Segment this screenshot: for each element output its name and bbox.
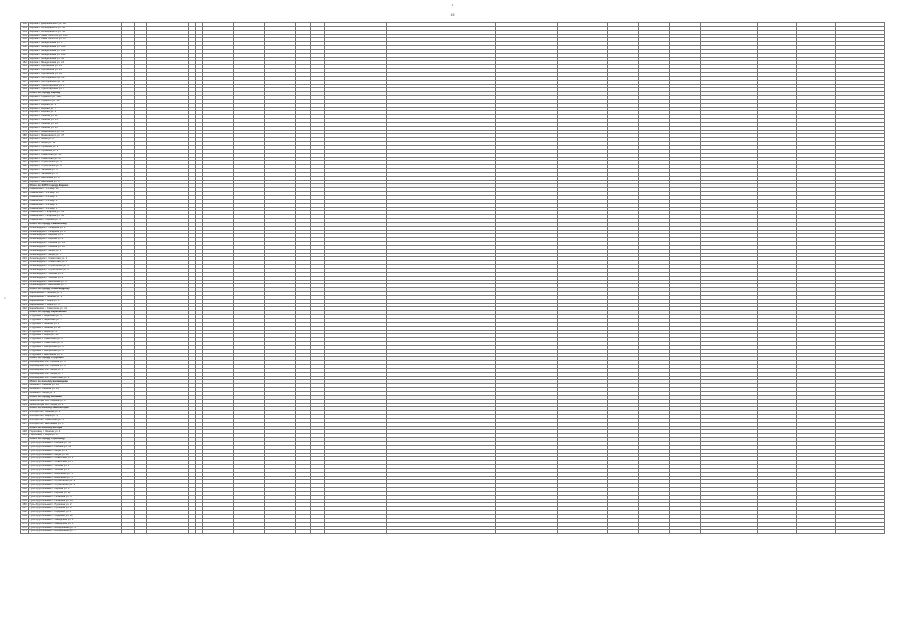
row-address: Гусь-Хрустальный г. Набережная ул. 3: [29, 526, 122, 530]
row-cell: [796, 530, 835, 534]
row-address: Гусь-Хрустальный г. Садовая ул. 4: [29, 511, 122, 515]
row-address: Раменский г. Гагарина ул. 12: [29, 211, 122, 215]
row-number: 252: [22, 449, 27, 452]
row-number: 228: [22, 333, 27, 337]
row-number: 222: [22, 306, 27, 310]
row-address: Александров г. Мира ул. 3: [29, 249, 122, 253]
row-address: Кирово г. Мира ул. 8: [29, 138, 122, 142]
row-number: 174: [22, 110, 27, 114]
row-number: 264: [22, 495, 27, 498]
row-address: Раменский г. 1-й мкр. 15: [29, 192, 122, 196]
row-address: Вязники г. Ленина ул. 14: [29, 388, 122, 392]
row-address: Кирово г. Чапаева ул. 3: [29, 169, 122, 173]
row-address: Кирово г. Кирова ул. 5: [29, 103, 122, 107]
row-number: 170: [22, 95, 27, 99]
row-number: 240: [22, 387, 27, 391]
row-number: 271: [22, 522, 27, 525]
row-number: 172: [22, 103, 27, 106]
row-address: Кирово г. Горького ул. 18: [29, 99, 122, 103]
row-number: 165: [22, 72, 27, 76]
row-number: 268: [22, 510, 27, 514]
page-number: 15: [450, 13, 455, 17]
row-address: Вязники г. Ленина ул. 10: [29, 384, 122, 388]
row-number: 169: [22, 87, 27, 91]
row-cell: [122, 530, 134, 534]
row-address: Александров г. Советская ул. 5: [29, 261, 122, 265]
row-address: Александров г. Чехова ул. 8: [29, 276, 122, 280]
row-cell: [638, 530, 669, 534]
row-address: Кирова г. Менделеева ул. 64: [29, 57, 122, 61]
row-address: Балакирево пос. Ленина ул. 4: [29, 361, 122, 365]
row-address: Балакирево пос. Мира ул. 7: [29, 372, 122, 376]
row-number: 205: [22, 237, 27, 241]
row-address: Никологоры пос. Мира ул. 4: [29, 403, 122, 407]
row-address: Карабаново г. Ленина ул. 5: [29, 292, 122, 296]
row-number: 156: [22, 37, 27, 41]
row-number: 267: [22, 506, 27, 510]
side-marker: 2: [4, 296, 6, 300]
row-number: 229: [22, 337, 27, 341]
row-number: 213: [22, 268, 27, 272]
row-number: 237: [22, 372, 27, 375]
subtotal-label: Итого по поселку Мстера: [29, 426, 122, 430]
row-number: 258: [22, 472, 27, 475]
row-number: 194: [22, 191, 27, 195]
row-number: 227: [22, 330, 27, 333]
row-address: Кирово г. Кирова ул. 9: [29, 111, 122, 115]
row-number: 200: [22, 214, 27, 218]
row-address: Александров г. Чехова ул. 4: [29, 272, 122, 276]
row-number: 180: [22, 133, 27, 137]
row-address: Гусь-Хрустальный г. Школьная ул. 1: [29, 472, 122, 476]
row-number: 236: [22, 368, 27, 371]
row-number: 188: [22, 164, 27, 168]
row-number: 225: [22, 322, 27, 325]
row-number: 164: [22, 68, 27, 72]
row-address: Струнино г. Заречная ул. 7: [29, 318, 122, 322]
row-number: 219: [22, 295, 27, 298]
row-number: 230: [22, 341, 27, 345]
row-address: Карабаново г. Советская ул. 11: [29, 307, 122, 311]
row-cell: [836, 530, 885, 534]
row-number: 265: [22, 499, 27, 502]
row-address: Струнино г. Советская ул. 2: [29, 338, 122, 342]
row-number: 261: [22, 483, 27, 487]
row-address: Кирово г. Строителей ул. 8: [29, 165, 122, 169]
row-number: 186: [22, 157, 27, 160]
row-address: Кирова г. Дзержинского ул. 5а: [29, 23, 122, 27]
row-address: Кирово г. Ленина ул. 25: [29, 126, 122, 130]
row-address: Мстера пос. Мира ул. 3: [29, 415, 122, 419]
row-address: Струнино г. Ленина ул. 12: [29, 326, 122, 330]
row-address: Кирово г. Маяковского ул. 13: [29, 130, 122, 134]
row-number: 238: [22, 376, 27, 379]
row-cell: [757, 530, 796, 534]
row-address: Гусь-Хрустальный г. Садовая ул. 12: [29, 515, 122, 519]
row-number: 202: [22, 226, 27, 229]
row-cell: [557, 530, 607, 534]
row-number: 226: [22, 326, 27, 329]
row-address: Гусь-Хрустальный г. Мира ул. 12: [29, 453, 122, 457]
row-number: 216: [22, 280, 27, 283]
row-number: 155: [22, 34, 27, 37]
row-address: Александров г. Гагарина ул. 6: [29, 230, 122, 234]
register-table: [20, 22, 885, 534]
row-address: Балакирево пос. Советская ул. 2: [29, 376, 122, 380]
row-address: Гусь-Хрустальный г. Гагарина ул. 6: [29, 495, 122, 499]
row-address: Гусь-Хрустальный г. Ленина ул. 19: [29, 445, 122, 449]
subtotal-label: Итого по поселку Никологоры: [29, 407, 122, 411]
row-number: 231: [22, 345, 27, 348]
row-address: Гусь-Хрустальный г. Пушкина ул. 2: [29, 503, 122, 507]
row-address: Александров г. Ленина ул. 18: [29, 245, 122, 249]
row-address: Струнино г. Заречная ул. 3: [29, 315, 122, 319]
row-address: Раменский г. 2-й мкр. 4: [29, 195, 122, 199]
row-number: 209: [22, 253, 27, 256]
row-number: 158: [22, 45, 27, 49]
row-cell: [203, 530, 234, 534]
row-number: 255: [22, 460, 27, 464]
row-number: 247: [22, 422, 27, 425]
row-number: 195: [22, 195, 27, 199]
row-address: Александров г. Советская ул. 1: [29, 257, 122, 261]
subtotal-label: Итого по городу Карабаново: [29, 311, 122, 315]
row-number: 207: [22, 245, 27, 248]
row-address: Гусь-Хрустальный г. Набережная ул. 7: [29, 530, 122, 534]
row-number: 218: [22, 291, 27, 295]
row-number: 270: [22, 518, 27, 521]
row-address: Струнино г. Фабричная ул. 1: [29, 345, 122, 349]
row-number: 203: [22, 230, 27, 233]
row-number: 239: [22, 383, 27, 387]
row-number: 244: [22, 410, 27, 414]
row-address: Гусь-Хрустальный г. Ленина ул. 15: [29, 441, 122, 445]
subtotal-label: Итого по ЗАТО городу Кирово: [29, 184, 122, 188]
row-cell: [296, 530, 310, 534]
row-number: 167: [22, 80, 27, 83]
register-rows: [21, 23, 885, 534]
row-address: Раменский г. 3-й мкр. 5: [29, 207, 122, 211]
row-address: Гусь-Хрустальный г. Строителей ул. 4: [29, 480, 122, 484]
row-address: Гусь-Хрустальный г. Гагарина ул. 10: [29, 499, 122, 503]
row-number: 223: [22, 314, 27, 318]
row-address: Кирова г. Орловская ул. 12: [29, 72, 122, 76]
row-cell: [607, 530, 638, 534]
row-number: 166: [22, 76, 27, 79]
row-address: Гусь-Хрустальный г. Советская ул. 7: [29, 461, 122, 465]
row-number: 162: [22, 60, 27, 64]
row-address: Карабаново г. Мира ул. 2: [29, 299, 122, 303]
row-address: Гусь-Хрустальный г. Чехова ул. 2: [29, 465, 122, 469]
row-address: Раменский г. 2-й мкр. 8: [29, 199, 122, 203]
row-number: 189: [22, 168, 27, 172]
row-number: 221: [22, 303, 27, 306]
row-address: Гусь-Хрустальный г. Советская ул. 3: [29, 457, 122, 461]
row-number: 154: [22, 30, 27, 33]
table-row: [21, 530, 885, 534]
row-number: 256: [22, 464, 27, 468]
row-number: 197: [22, 203, 27, 206]
row-cell: [387, 530, 496, 534]
row-address: Кирова г. Льва Толстого ул. 87: [29, 38, 122, 42]
row-number: 249: [22, 433, 27, 437]
row-number: 163: [22, 64, 27, 68]
row-number: 245: [22, 414, 27, 418]
row-number: 196: [22, 199, 27, 202]
row-address: Кирова г. Менделеева ул. 109: [29, 46, 122, 50]
row-address: Карабаново г. Ленина ул. 9: [29, 295, 122, 299]
row-number: 181: [22, 137, 27, 141]
row-address: Кирова г. Пролетарская ул. 1: [29, 84, 122, 88]
row-address: Кирово г. Пушкина ул. 6: [29, 149, 122, 153]
row-number: 266: [22, 502, 27, 506]
row-address: Кирово г. Школьная ул. 6: [29, 180, 122, 184]
row-address: Кирово г. Ленина ул. 19: [29, 122, 122, 126]
row-address: Кирово г. Строителей ул. 4: [29, 161, 122, 165]
row-number: 210: [22, 256, 27, 260]
row-address: Гусь-Хрустальный г. Заводская ул. 5: [29, 522, 122, 526]
row-address: Раменский г. Ленина ул. 3: [29, 219, 122, 223]
row-address: Струнино г. Фабричная ул. 5: [29, 349, 122, 353]
row-number: 176: [22, 118, 27, 122]
row-address: Кирово г. Мира ул. 12: [29, 142, 122, 146]
row-number: 190: [22, 172, 27, 175]
row-number: 253: [22, 453, 27, 456]
row-address: Раменский г. Гагарина ул. 16: [29, 215, 122, 219]
row-number: 234: [22, 360, 27, 364]
row-address: Кирово г. Пушкина ул. 2: [29, 146, 122, 150]
row-number: 263: [22, 491, 27, 494]
row-address: Гусь-Хрустальный г. Школьная ул. 5: [29, 476, 122, 480]
row-number: 217: [22, 283, 27, 287]
row-address: Кирова г. Льва Толстого ул. 135: [29, 34, 122, 38]
row-address: Гороховец г. Ленина ул. 4: [29, 430, 122, 434]
row-address: Александров г. Ленина ул. 14: [29, 242, 122, 246]
row-cell: [325, 530, 387, 534]
row-number: 273: [22, 529, 27, 533]
row-address: Кирово г. Советская ул. 21: [29, 153, 122, 157]
row-address: Мстера пос. Школьная ул. 5: [29, 422, 122, 426]
page-marker: 2: [451, 3, 454, 7]
row-number: 198: [22, 207, 27, 210]
row-address: Кирово г. Ленина ул. 15: [29, 119, 122, 123]
row-address: Кирова г. Менделеева ул. 112: [29, 49, 122, 53]
row-address: Балакирево пос. Ленина ул. 8: [29, 365, 122, 369]
row-address: Струнино г. Мира ул. 4: [29, 330, 122, 334]
subtotal-label: Итого по городу Раменскому: [29, 222, 122, 226]
row-address: Гусь-Хрустальный г. Чехова ул. 6: [29, 468, 122, 472]
row-cell: [234, 530, 265, 534]
row-address: Кирова г. Кольцовского ул. 32: [29, 30, 122, 34]
row-number: 184: [22, 149, 27, 152]
row-number: 248: [22, 429, 27, 433]
row-address: Струнино г. Школьная ул. 3: [29, 353, 122, 357]
row-number: 161: [22, 57, 27, 60]
row-address: Гусь-Хрустальный г. Кирова ул. 3: [29, 488, 122, 492]
row-address: Кирова г. Кольцовского ул. 30: [29, 26, 122, 30]
row-address: Кирово г. Школьная ул. 2: [29, 176, 122, 180]
row-address: Раменский г. 3-й мкр. 1: [29, 203, 122, 207]
row-number: 187: [22, 160, 27, 164]
row-address: Кирова г. Орловская ул. 19: [29, 65, 122, 69]
row-address: Струнино г. Мира ул. 10: [29, 334, 122, 338]
row-address: Кирова г. Орловская ул. 23: [29, 69, 122, 73]
row-number: 212: [22, 264, 27, 268]
row-cell: [147, 530, 188, 534]
row-address: Струнино г. Советская ул. 6: [29, 342, 122, 346]
row-address: Гусь-Хрустальный г. Кирова ул. 11: [29, 491, 122, 495]
row-number: 199: [22, 210, 27, 214]
row-address: Кирова г. Пролетарская ул. 7: [29, 88, 122, 92]
row-address: Гусь-Хрустальный г. Мира ул. 8: [29, 449, 122, 453]
row-number: 243: [22, 403, 27, 406]
row-number: 206: [22, 241, 27, 245]
row-cell: [310, 530, 324, 534]
row-address: Кирово г. Ленина ул. 11: [29, 115, 122, 119]
row-number: 178: [22, 126, 27, 129]
row-number: 262: [22, 487, 27, 491]
row-number: 182: [22, 141, 27, 145]
row-address: Кирово г. Чапаева ул. 9: [29, 172, 122, 176]
row-address: Вязники г. Мира ул. 5: [29, 392, 122, 396]
row-number: 193: [22, 187, 27, 191]
row-number: 211: [21, 261, 29, 265]
row-cell: [700, 530, 757, 534]
row-address: Кирова г. Менделеева ул. 128: [29, 53, 122, 57]
row-address: Балакирево пос. Мира ул. 3: [29, 368, 122, 372]
row-number: 175: [22, 114, 27, 118]
row-address: Мстера пос. Ленина ул. 6: [29, 411, 122, 415]
row-number: 179: [22, 130, 27, 133]
row-address: Гусь-Хрустальный г. Строителей ул. 9: [29, 484, 122, 488]
row-cell: [134, 530, 146, 534]
row-address: Александров г. Школьная ул. 3: [29, 280, 122, 284]
row-number: 259: [22, 476, 27, 479]
row-address: Раменский г. 1-й мкр. 12: [29, 188, 122, 192]
row-cell: [188, 530, 195, 534]
row-address: Кирова г. Октябрьский пр. 72: [29, 80, 122, 84]
row-number: 157: [22, 41, 27, 45]
row-address: Александров г. Строителей ул. 2: [29, 265, 122, 269]
row-address: Кирово г. Горького ул. 14а: [29, 96, 122, 100]
row-number: 242: [22, 399, 27, 402]
row-cell: [265, 530, 296, 534]
row-number: 177: [22, 122, 27, 125]
row-address: Александров г. Гагарина ул. 2: [29, 226, 122, 230]
row-number: 233: [22, 353, 27, 356]
row-address: Кирова г. Октябрьский пр. 60: [29, 76, 122, 80]
row-address: Александров г. Кирова ул. 5: [29, 234, 122, 238]
row-number: 201: [22, 218, 27, 222]
row-number: 254: [22, 456, 27, 460]
row-number: 251: [22, 445, 27, 448]
row-number: 152: [22, 22, 27, 26]
subtotal-label: Итого по городу Гороховцу: [29, 438, 122, 442]
row-number: 269: [22, 514, 27, 518]
row-number: 260: [22, 479, 27, 483]
row-number: 241: [22, 391, 27, 395]
subtotal-label: Итого по городу Александрову: [29, 288, 122, 292]
row-address: Гусь-Хрустальный г. Пушкина ул. 8: [29, 507, 122, 511]
row-address: Кирово г. Советская ул. 27: [29, 157, 122, 161]
row-cell: [195, 530, 202, 534]
row-address: Никологоры пос. Ленина ул. 2: [29, 399, 122, 403]
subtotal-label: Итого по городу Вязники: [29, 395, 122, 399]
row-number: 224: [22, 318, 27, 322]
subtotal-label: Итого по городу Кирову: [29, 92, 122, 96]
subtotal-label: Итого по городу Струнино: [29, 357, 122, 361]
row-number: 215: [22, 276, 27, 279]
row-number: 171: [22, 99, 27, 102]
row-number: 235: [22, 364, 27, 368]
row-address: Кирова г. Менделеева ул. 1: [29, 42, 122, 46]
row-number: 257: [22, 468, 27, 471]
row-address: Кирово г. Кирова ул. 7: [29, 107, 122, 111]
row-number: 183: [22, 145, 27, 149]
row-number: 208: [22, 249, 27, 252]
row-number: 191: [22, 176, 27, 179]
row-number: 246: [22, 418, 27, 421]
row-number: 272: [22, 526, 27, 529]
row-number: 185: [22, 153, 27, 156]
row-number: 192: [22, 180, 27, 183]
row-address: Кирово г. Маяковского ул. 17: [29, 134, 122, 138]
row-number: 214: [22, 272, 27, 275]
row-address: Александров г. Строителей ул. 6: [29, 269, 122, 273]
row-address: Александров г. Мира ул. 7: [29, 253, 122, 257]
row-address: Александров г. Школьная ул. 7: [29, 284, 122, 288]
subtotal-label: Итого по поселку Балакирево: [29, 380, 122, 384]
row-number: 173: [22, 107, 27, 110]
row-number: 220: [22, 299, 27, 302]
row-address: Кирова г. Менделеева ул. 21: [29, 61, 122, 65]
row-number: 160: [22, 53, 27, 56]
row-address: Карабаново г. Мира ул. 6: [29, 303, 122, 307]
row-number: 232: [22, 349, 27, 352]
row-number: 153: [22, 26, 27, 29]
row-number: 204: [22, 233, 27, 237]
row-number: 159: [22, 49, 27, 52]
row-address: Струнино г. Ленина ул. 8: [29, 322, 122, 326]
row-address: Мстера пос. Советская ул. 1: [29, 418, 122, 422]
row-cell: [669, 530, 700, 534]
row-address: Александров г. Кирова ул. 9: [29, 238, 122, 242]
row-number: 250: [22, 441, 27, 445]
row-address: Гусь-Хрустальный г. Заводская ул. 1: [29, 518, 122, 522]
row-address: Гороховец г. Мира ул. 2: [29, 434, 122, 438]
row-cell: [495, 530, 557, 534]
row-number: 168: [22, 84, 27, 87]
